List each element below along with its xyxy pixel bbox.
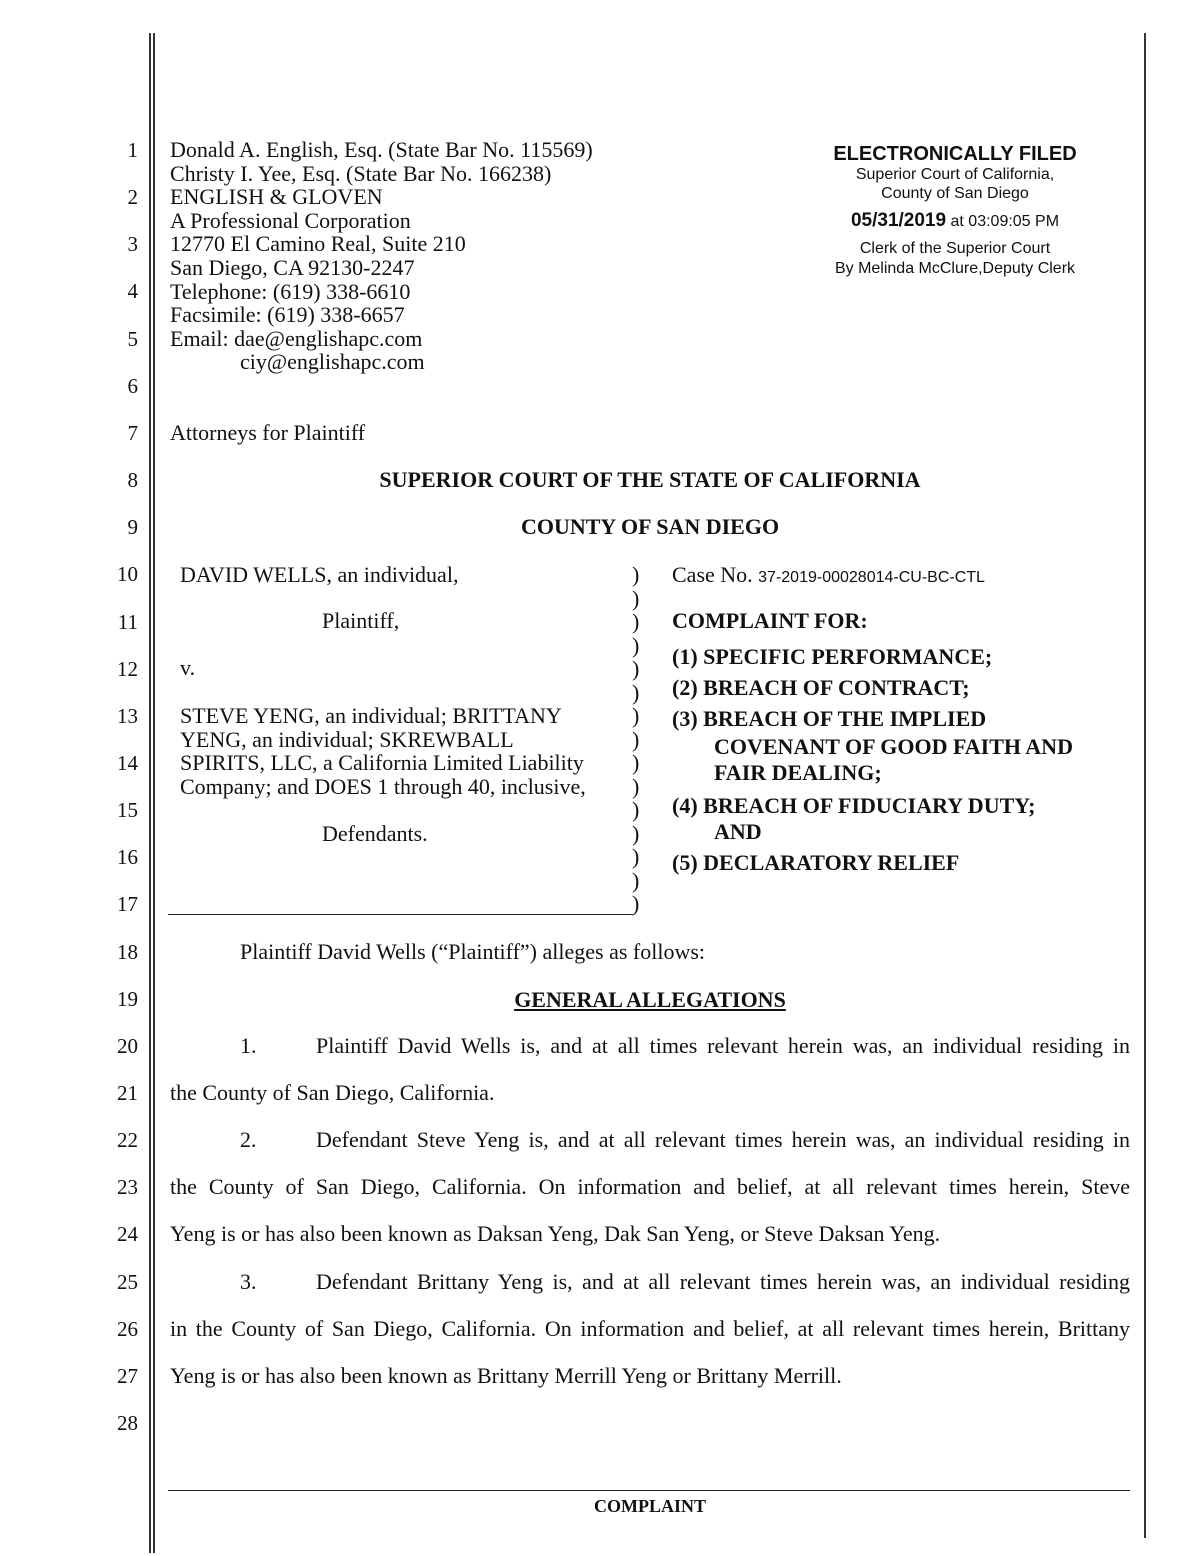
defendant-line: Company; and DOES 1 through 40, inclusive, — [180, 773, 586, 799]
cause-line: (4) BREACH OF FIDUCIARY DUTY; — [672, 793, 1036, 818]
paragraph-text: in the County of San Diego, California. On information and belief, at all relevant times herein, Brittany — [170, 1315, 1130, 1341]
cause-line: (5) DECLARATORY RELIEF — [672, 850, 960, 875]
attorneys-for: Attorneys for Plaintiff — [170, 420, 366, 445]
cause-line: (1) SPECIFIC PERFORMANCE; — [672, 644, 993, 669]
line-number: 10 — [117, 562, 138, 587]
county-title: COUNTY OF SAN DIEGO — [520, 514, 780, 539]
line-number: 25 — [117, 1269, 138, 1294]
attorney-line: Telephone: (619) 338-6610 — [170, 278, 411, 304]
line-number: 1 — [127, 138, 138, 162]
attorney-line: Email: dae@englishapc.com — [170, 325, 423, 351]
caption-paren: ) — [632, 773, 640, 799]
caption-paren: ) — [632, 750, 640, 775]
line-number: 22 — [117, 1128, 138, 1153]
filing-stamp — [795, 143, 1115, 279]
line-number: 15 — [117, 798, 138, 823]
attorney-line: Donald A. English, Esq. (State Bar No. 115569) — [170, 137, 593, 162]
caption-paren: ) — [632, 820, 640, 846]
court-title: SUPERIOR COURT OF THE STATE OF CALIFORNIA — [379, 467, 921, 492]
attorney-line: ENGLISH & GLOVEN — [170, 184, 383, 210]
stamp-clerk: Clerk of the Superior Court — [859, 240, 1051, 257]
plaintiff-name: DAVID WELLS, an individual, — [180, 562, 459, 587]
footer-rule — [168, 1490, 1130, 1491]
left-margin-rule — [149, 33, 151, 1553]
line-number: 12 — [117, 656, 138, 681]
left-margin-rule-inner — [153, 33, 155, 1553]
line-number: 8 — [127, 468, 138, 493]
caption-paren: ) — [632, 585, 640, 611]
line-number: 5 — [127, 326, 138, 351]
cause-line: (3) BREACH OF THE IMPLIED — [672, 706, 987, 731]
case-number: 37-2019-00028014-CU-BC-CTL — [758, 569, 985, 586]
case-number-line — [672, 563, 985, 590]
attorney-line: Facsimile: (619) 338-6657 — [170, 302, 405, 328]
line-number: 11 — [117, 609, 138, 634]
defendant-line: YENG, an individual; SKREWBALL — [180, 726, 514, 752]
cause-line: COVENANT OF GOOD FAITH AND — [714, 734, 1073, 759]
defendant-line: STEVE YENG, an individual; BRITTANY — [180, 703, 562, 728]
versus: v. — [180, 655, 196, 680]
paragraph-number: 2. — [240, 1127, 257, 1153]
cause-line: FAIR DEALING; — [714, 760, 882, 785]
line-number: 13 — [117, 703, 138, 728]
paragraph-text: Plaintiff David Wells is, and at all times relevant herein was, an individual residing in — [316, 1032, 1130, 1058]
caption-underline — [168, 914, 633, 915]
stamp-title: ELECTRONICALLY FILED — [833, 143, 1077, 165]
caption-paren: ) — [632, 891, 640, 916]
right-margin-rule — [1144, 33, 1146, 1538]
stamp-time: at 03:09:05 PM — [946, 213, 1060, 230]
line-number: 9 — [127, 515, 138, 540]
line-number: 24 — [117, 1222, 138, 1247]
attorney-line: Christy I. Yee, Esq. (State Bar No. 166238) — [170, 160, 552, 186]
case-label: Case No. — [672, 562, 753, 587]
stamp-county: County of San Diego — [881, 185, 1029, 202]
line-number: 27 — [117, 1363, 138, 1388]
caption-paren: ) — [632, 632, 640, 658]
intro-text: Plaintiff David Wells (“Plaintiff”) alleges as follows: — [240, 939, 706, 964]
stamp-date: 05/31/2019 — [850, 210, 947, 231]
line-number: 14 — [117, 750, 138, 775]
caption-paren: ) — [632, 867, 640, 893]
line-number: 3 — [127, 232, 138, 257]
caption-paren: ) — [632, 656, 640, 681]
paragraph-number: 3. — [240, 1268, 257, 1294]
caption-paren: ) — [632, 797, 640, 822]
line-number: 6 — [127, 373, 138, 398]
attorney-line: San Diego, CA 92130-2247 — [170, 255, 415, 280]
line-number: 2 — [127, 185, 138, 210]
complaint-for: COMPLAINT FOR: — [672, 608, 868, 633]
paragraph-text: the County of San Diego, California. — [170, 1080, 495, 1105]
footer-title: COMPLAINT — [594, 1496, 706, 1516]
caption-paren: ) — [632, 844, 640, 869]
caption-paren: ) — [632, 703, 640, 728]
line-number: 18 — [117, 939, 138, 964]
section-heading: GENERAL ALLEGATIONS — [514, 987, 786, 1012]
paragraph-text: the County of San Diego, California. On information and belief, at all relevant times herein, Steve — [170, 1174, 1130, 1200]
paragraph-text: Yeng is or has also been known as Daksan Yeng, Dak San Yeng, or Steve Daksan Yeng. — [170, 1221, 941, 1247]
line-number: 26 — [117, 1316, 138, 1341]
line-number: 20 — [117, 1033, 138, 1058]
defendant-line: SPIRITS, LLC, a California Limited Liability — [180, 750, 584, 776]
defendants-label: Defendants. — [322, 821, 428, 846]
attorney-line: A Professional Corporation — [170, 207, 411, 233]
cause-line: (2) BREACH OF CONTRACT; — [672, 675, 970, 700]
plaintiff-label: Plaintiff, — [322, 608, 400, 633]
attorney-line: ciy@englishapc.com — [240, 349, 425, 375]
attorney-line: 12770 El Camino Real, Suite 210 — [170, 231, 466, 257]
stamp-court: Superior Court of California, — [855, 166, 1055, 183]
paragraph-text: Yeng is or has also been known as Brittany Merrill Yeng or Brittany Merrill. — [170, 1362, 842, 1388]
cause-line: AND — [714, 819, 762, 844]
line-number: 17 — [117, 892, 138, 917]
line-number: 28 — [117, 1411, 138, 1436]
caption-paren: ) — [632, 726, 640, 752]
line-number: 19 — [117, 986, 138, 1011]
line-number: 16 — [117, 845, 138, 870]
line-number: 4 — [127, 279, 138, 304]
paragraph-text: Defendant Brittany Yeng is, and at all relevant times herein was, an individual residing — [316, 1268, 1130, 1294]
paragraph-text: Defendant Steve Yeng is, and at all relevant times herein was, an individual residing in — [316, 1127, 1130, 1153]
stamp-datetime — [795, 210, 1115, 233]
paragraph-number: 1. — [240, 1032, 257, 1058]
caption-paren: ) — [632, 562, 640, 587]
line-number: 23 — [117, 1175, 138, 1200]
caption-paren: ) — [632, 679, 640, 705]
caption-paren: ) — [632, 609, 640, 634]
stamp-deputy: By Melinda McClure,Deputy Clerk — [834, 260, 1076, 277]
line-number: 21 — [117, 1081, 138, 1105]
line-number: 7 — [127, 420, 138, 445]
